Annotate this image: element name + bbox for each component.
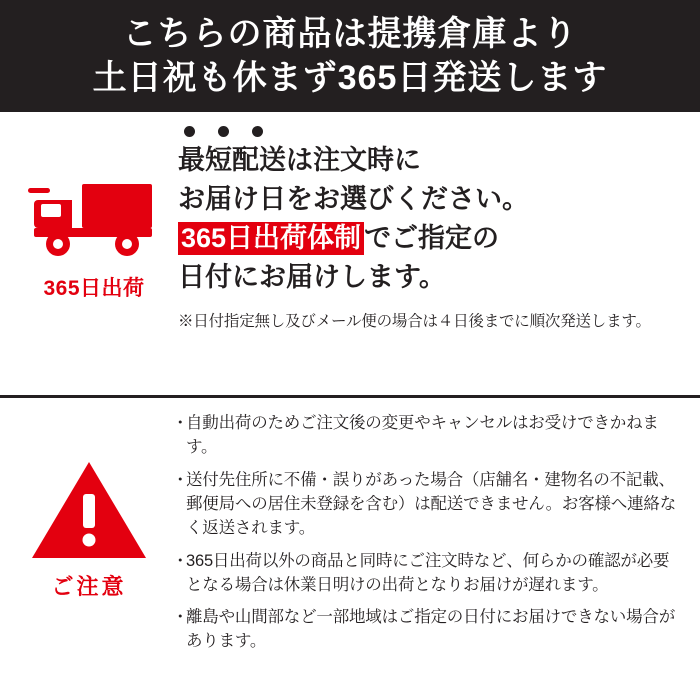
dot-row [184, 126, 686, 137]
shipping-section [0, 112, 700, 395]
dot-3 [252, 126, 263, 137]
list-item [172, 550, 684, 598]
list-item-text: 365日出荷以外の商品と同時にご注文時など、何らかの確認が必要となる場合は休業日明けの出荷となりお届けが遅れます。 [186, 551, 670, 594]
caution-icon-block [14, 410, 164, 690]
truck-icon [28, 166, 160, 262]
shipping-icon-block [14, 122, 174, 389]
shipping-headline-1: 最短配送は注文時に [178, 145, 421, 175]
list-item-text: 送付先住所に不備・誤りがあった場合（店舗名・建物名の不記載、郵便局への居住未登録を含む）は配送できません。お客様へ連絡なく返送されます。 [186, 470, 676, 537]
list-item-text: 離島や山間部など一部地域はご指定の日付にお届けできない場合があります。 [186, 608, 676, 651]
shipping-text-block [174, 122, 686, 389]
dot-1 [184, 126, 195, 137]
header-line-1: こちらの商品は提携倉庫より [122, 14, 578, 53]
list-item [172, 412, 684, 460]
list-item [172, 469, 684, 541]
caution-label: ご注意 [51, 574, 127, 599]
warning-triangle-icon [30, 458, 148, 562]
bullet-mark: ・ [172, 551, 189, 570]
caution-list [164, 410, 684, 690]
shipping-headline-4: 日付にお届けします。 [178, 261, 446, 292]
truck-label: 365日出荷 [43, 277, 145, 300]
bullet-mark: ・ [172, 470, 189, 489]
list-item [172, 606, 684, 654]
shipping-headline-3-rest: でご指定の [364, 222, 500, 253]
bullet-mark: ・ [172, 414, 189, 432]
shipping-note: ※日付指定無し及びメール便の場合は４日後までに順次発送します。 [178, 312, 651, 330]
header-line-2: 土日祝も休まず365日発送します [92, 59, 608, 97]
banner-header [0, 0, 700, 112]
caution-section [0, 398, 700, 700]
shipping-headline-3 [178, 219, 686, 258]
dot-2 [218, 126, 229, 137]
shipping-headline-2: お届け日をお選びください。 [178, 183, 529, 214]
list-item-text: 自動出荷のためご注文後の変更やキャンセルはお受けできかねます。 [186, 414, 659, 456]
highlight-365-system: 365日出荷体制 [178, 222, 364, 255]
bullet-mark: ・ [172, 608, 189, 627]
